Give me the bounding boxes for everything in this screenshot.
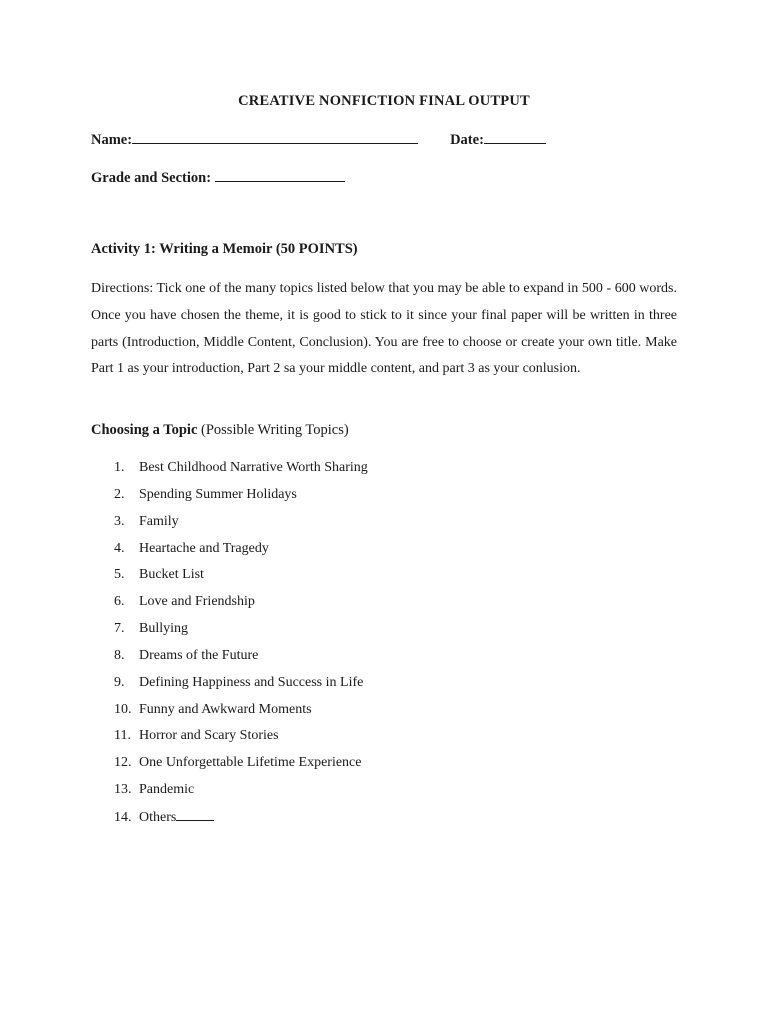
list-item[interactable] — [114, 700, 368, 727]
name-date-row — [91, 129, 546, 149]
topic-text: Pandemic — [139, 782, 195, 798]
activity-heading: Activity 1: Writing a Memoir (50 POINTS) — [91, 241, 358, 257]
topic-text: Best Childhood Narrative Worth Sharing — [139, 460, 368, 475]
topics-heading-rest: (Possible Writing Topics) — [197, 422, 349, 438]
topic-number: 6. — [114, 594, 125, 610]
topic-number: 10. — [114, 701, 132, 717]
date-blank[interactable] — [484, 129, 546, 144]
topic-text: Dreams of the Future — [139, 647, 259, 663]
topic-number: 12. — [114, 755, 132, 771]
topic-text: One Unforgettable Lifetime Experience — [139, 755, 362, 771]
topic-text: Bucket List — [139, 567, 204, 583]
list-item[interactable] — [114, 512, 368, 539]
directions-paragraph: Directions: Tick one of the many topics listed below that you may be able to expand in 500 - 600 words. Once you have chosen the theme, it is good to stick to it since your final paper will be written in three parts (Introduction, Middle Content, Conclusion). You are free to choose or create your own title. Make Part 1 as your introduction, Part 2 sa your middle content, and part 3 as your conlusion. — [91, 281, 677, 377]
topic-text: Horror and Scary Stories — [139, 728, 279, 744]
topic-number: 7. — [114, 621, 125, 637]
topic-text: Defining Happiness and Success in Life — [139, 674, 364, 690]
grade-section-blank[interactable] — [215, 167, 345, 182]
list-item[interactable] — [114, 619, 368, 646]
date-label: Date: — [450, 132, 484, 148]
list-item[interactable] — [114, 673, 368, 700]
name-label: Name: — [91, 132, 133, 148]
list-item[interactable] — [114, 565, 368, 592]
topic-number: 11. — [114, 728, 131, 744]
topics-heading-bold: Choosing a Topic — [91, 422, 198, 438]
topic-number: 1. — [114, 460, 125, 475]
topic-text: Others — [139, 809, 177, 825]
topic-list — [114, 458, 368, 834]
document-title: CREATIVE NONFICTION FINAL OUTPUT — [238, 93, 530, 109]
list-item[interactable] — [114, 726, 368, 753]
topics-heading — [91, 422, 349, 439]
topic-number: 4. — [114, 540, 125, 556]
topic-text: Family — [139, 513, 179, 529]
list-item[interactable] — [114, 458, 368, 485]
list-item[interactable] — [114, 646, 368, 673]
topic-text: Love and Friendship — [139, 594, 255, 610]
topic-number: 2. — [114, 486, 125, 502]
list-item[interactable] — [114, 780, 368, 807]
topic-number: 9. — [114, 674, 125, 690]
list-item[interactable] — [114, 807, 368, 834]
topic-text: Heartache and Tragedy — [139, 540, 269, 556]
name-blank[interactable] — [132, 129, 418, 144]
topic-number: 3. — [114, 513, 125, 529]
grade-section-label: Grade and Section: — [91, 170, 212, 186]
topic-number: 8. — [114, 647, 125, 663]
list-item[interactable] — [114, 485, 368, 512]
topic-number: 13. — [114, 782, 132, 798]
topic-text: Bullying — [139, 621, 189, 637]
topic-text: Funny and Awkward Moments — [139, 701, 312, 717]
grade-section-row — [91, 167, 345, 187]
topic-number: 5. — [114, 567, 125, 583]
list-item[interactable] — [114, 753, 368, 780]
topic-number: 14. — [114, 809, 132, 825]
list-item[interactable] — [114, 592, 368, 619]
topic-text: Spending Summer Holidays — [139, 486, 297, 502]
list-item[interactable] — [114, 539, 368, 566]
others-blank[interactable] — [176, 807, 214, 821]
